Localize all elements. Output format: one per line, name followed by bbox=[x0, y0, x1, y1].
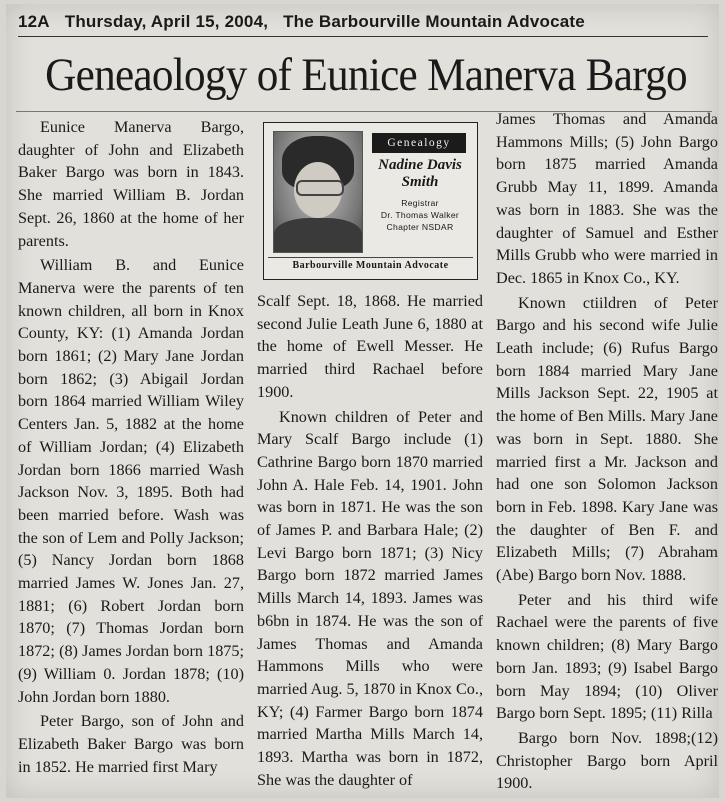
page-number: 12A bbox=[18, 12, 50, 31]
author-name: Nadine Davis Smith bbox=[378, 157, 462, 190]
article-column-2 bbox=[257, 290, 483, 796]
role-line: Chapter NSDAR bbox=[386, 222, 454, 232]
article-headline: Geneaology of Eunice Manerva Bargo bbox=[45, 49, 687, 101]
paragraph: Bargo born Nov. 1898;(12) Christopher Bargo born April 1900. bbox=[496, 728, 718, 793]
paragraph: Known ctiildren of Peter Bargo and his second wife Julie Leath include; (6) Rufus Bargo born 1884 married Mary Jane Mills Jackson Sept. 22, 1905 at the home of Ben Mills. Mary Jane was born in Sept. 1880. She married first a Mr. Jackson and had one son Solomon Jackson born in Feb. 1898. Kary Jane was the daughter of Ben F. and Elizabeth Mills; (7) Abraham (Abe) Bargo born Nov. 1888. bbox=[496, 293, 718, 585]
publication-name: Barbourville Mountain Advocate bbox=[268, 257, 473, 271]
article-column-3 bbox=[496, 108, 718, 796]
paragraph: Peter Bargo, son of John and Elizabeth Baker Bargo was born in 1852. He married first Mary bbox=[18, 712, 244, 776]
paragraph: Peter and his third wife Rachael were the parents of five known children; (8) Mary Bargo born Jan. 1893; (9) Isabel Bargo born May 1894; (10) Oliver Bargo born Sept. 1895; (11) Rilla bbox=[496, 590, 718, 723]
paragraph: Eunice Manerva Bargo, daughter of John and Elizabeth Baker Bargo was born in 1843. She married William B. Jordan Sept. 26, 1860 at the home of her parents. bbox=[18, 118, 244, 250]
role-line: Registrar bbox=[401, 198, 439, 208]
article-column-1 bbox=[18, 116, 244, 796]
author-photo bbox=[273, 131, 363, 253]
masthead bbox=[18, 12, 708, 37]
author-role bbox=[368, 197, 472, 233]
paragraph: James Thomas and Amanda Hammons Mills; (5) John Bargo born 1875 married Amanda Grubb May 11, 1899. Amanda was born in 1883. She was the daughter of Samuel and Esther Mills Grubb who were married in Dec. 1865 in Knox Co., KY. bbox=[496, 110, 718, 287]
paragraph: William B. and Eunice Manerva were the parents of ten known children, all born in Knox County, KY: (1) Amanda Jordan born 1861; (2) Mary Jane Jordan born 1862; (3) Abigail Jordan born 1864 married William Wiley Centers Jan. 5, 1882 at the home of William Jordan; (4) Elizabeth Jordan born 1866 married Wash Jackson Nov. 3, 1895. Both had been married before. Wash was the son of Lem and Polly Jackson; (5) Nancy Jordan born 1868 married James W. Jones Jan. 27, 1881; (6) Robert Jordan born 1870; (7) Thomas Jordan born 1872; (8) James Jordan born 1875; (9) William 0. Jordan 1878; (10) John Jordan born 1880. bbox=[18, 256, 244, 706]
newspaper-name: The Barbourville Mountain Advocate bbox=[283, 12, 585, 31]
role-line: Dr. Thomas Walker bbox=[380, 210, 460, 220]
issue-date: Thursday, April 15, 2004, bbox=[64, 12, 269, 31]
paragraph: Known children of Peter and Mary Scalf Bargo include (1) Cathrine Bargo born 1870 married John A. Hale Feb. 14, 1901. John was born in 1871. He was the son of James P. and Barbara Hale; (2) Levi Bargo born 1871; (3) Nicy Bargo born 1872 married James Mills March 14, 1893. James was b6bn in 1874. He was the son of James Thomas and Amanda Hammons Mills who were married Aug. 5, 1870 in Knox Co., KY; (4) Farmer Bargo born 1874 married Martha Mills March 14, 1893. Martha was born in 1872, She was the daughter of bbox=[257, 407, 483, 789]
paragraph: Scalf Sept. 18, 1868. He married second Julie Leath June 6, 1880 at the home of Ewell Messer. He married third Rachael before 1900. bbox=[257, 292, 483, 401]
column-tag: Genealogy bbox=[372, 133, 466, 153]
newspaper-page bbox=[6, 4, 719, 798]
columnist-box bbox=[263, 122, 478, 280]
